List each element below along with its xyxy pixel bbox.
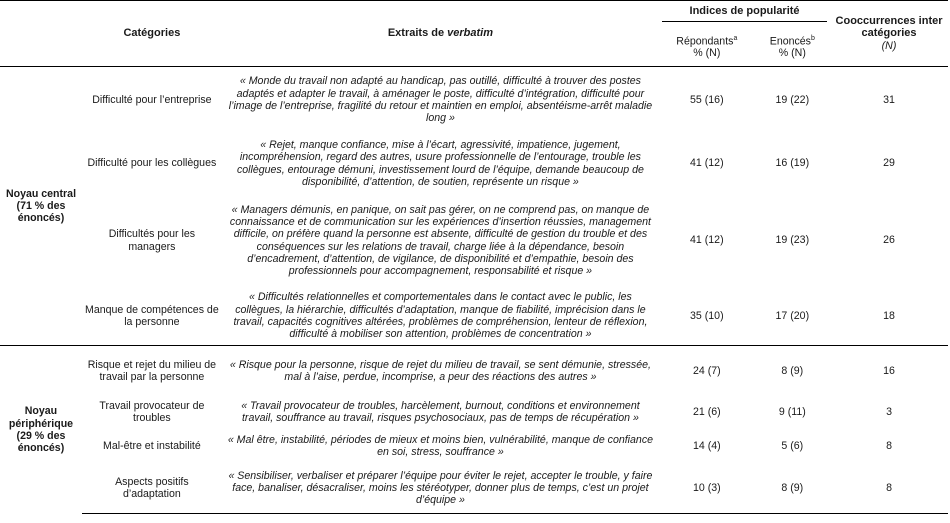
category-cell: Difficulté pour les collègues (87, 157, 217, 170)
table-row (0, 287, 948, 346)
category-cell: Manque de compétences de la personne (85, 303, 219, 328)
category-cell: Difficulté pour l’entreprise (82, 67, 222, 133)
header-enonces-sup: b (810, 34, 815, 42)
table-row (0, 429, 948, 464)
header-spacer (0, 1, 82, 67)
header-extraits (222, 1, 659, 67)
category-cell: Difficultés pour les managers (108, 228, 196, 253)
enonces-cell: 8 (9) (755, 464, 830, 514)
header-enonces (755, 26, 830, 67)
header-respondants-label: Répondants (676, 35, 734, 48)
header-extraits-prefix: Extraits de (387, 27, 448, 40)
enonces-cell: 16 (19) (775, 157, 810, 170)
header-respondants-pct: % (N) (693, 47, 721, 60)
verbatim-cell: « Travail provocateur de troubles, harcèlement, burnout, conditions et environnement travail, souffrance au travail, risques psychosociaux, pas de temps de récupération » (241, 399, 640, 424)
header-indices-label: Indices de popularité (662, 5, 827, 22)
verbatim-cell: « Difficultés relationnelles et comportementales dans le contact avec le public, les collègues, la hiérarchie, difficultés d’adaptation, manque de fiabilité, imprécision dans le travail, capacités cognitives altérées, problèmes de compréhension, lenteur de réflexion, difficulté à mobiliser son attention, problèmes de concentration » (233, 291, 648, 340)
cooc-cell: 26 (883, 234, 895, 247)
header-respondants-sup: a (733, 34, 738, 42)
respondants-cell: 55 (16) (659, 67, 755, 133)
enonces-cell: 5 (6) (781, 439, 804, 452)
respondants-cell: 14 (4) (692, 439, 721, 452)
cooc-cell: 29 (883, 157, 895, 170)
header-cooc (830, 1, 948, 67)
enonces-cell: 9 (11) (778, 405, 806, 418)
table-row (0, 67, 948, 133)
header-categories: Catégories (82, 1, 222, 67)
table-row (0, 396, 948, 429)
header-cooc-label: Cooccurrences inter catégories (835, 15, 943, 40)
header-respondants (659, 26, 755, 67)
header-extraits-em: verbatim (447, 27, 494, 40)
cooc-cell: 8 (830, 464, 948, 514)
verbatim-cell: « Monde du travail non adapté au handicap, pas outillé, difficulté à trouver des postes adaptés et adapter le travail, à aménager le poste, difficulté d’intégration, difficulté pour l’image de l’entreprise, fragilité du retour et maintien en emploi, absentéisme-arrêt maladie long » (222, 67, 659, 133)
table-row (0, 195, 948, 287)
enonces-cell: 17 (20) (775, 309, 810, 322)
cooc-cell: 3 (886, 405, 892, 418)
header-indices (659, 1, 830, 27)
cooc-cell: 16 (830, 346, 948, 396)
verbatim-cell: « Rejet, manque confiance, mise à l’écart, agressivité, impatience, jugement, incompréhension, regard des autres, usure professionnelle de l’entourage, trouble les collègues, entourage démuni, investissement lourd de l’équipe, demande beaucoup de disponibilité, d’attention, de soutien, représente un risque » (236, 139, 644, 188)
respondants-cell: 41 (12) (690, 234, 724, 247)
table-row (0, 133, 948, 195)
verbatim-cell: « Managers démunis, en panique, on sait pas gérer, on ne comprend pas, on manque de connaissance et de communication sur les expériences d’insertion réussies, management difficile, on préfère quand la personne est absente, difficulté de gestion du trouble et des conséquences sur les relations de travail, charge liée à la dépendance, besoin d’encadrement, d’attention, de vigilance, de disponibilité et d’empathie, besoin des professionnels pour accompagnement, responsabilité et risque » (229, 203, 651, 277)
verbatim-cell: « Mal être, instabilité, périodes de mieux et moins bien, vulnérabilité, manque de confiance en soi, stress, souffrance » (227, 433, 654, 458)
respondants-cell: 24 (7) (659, 346, 755, 396)
header-enonces-pct: % (N) (778, 47, 806, 60)
enonces-cell: 19 (23) (775, 234, 810, 247)
cooc-cell: 18 (883, 309, 895, 322)
header-enonces-label: Enoncés (769, 35, 811, 48)
enonces-cell: 8 (9) (755, 346, 830, 396)
header-cooc-n: (N) (881, 39, 897, 52)
enonces-cell: 19 (22) (755, 67, 830, 133)
verbatim-cell: « Sensibiliser, verbaliser et préparer l’équipe pour éviter le rejet, accepter le trouble, y faire face, banaliser, désacraliser, moins les stéréotyper, donner plus de temps, c’est un projet d’équipe » (222, 464, 659, 514)
table-row (0, 464, 948, 514)
cooc-cell: 8 (886, 439, 892, 452)
respondants-cell: 21 (6) (692, 405, 721, 418)
respondants-cell: 35 (10) (690, 309, 724, 322)
verbatim-cell: « Risque pour la personne, risque de rejet du milieu de travail, se sent démunie, stressée, mal à l’aise, perdue, incomprise, a peur des réactions des autres » (222, 346, 659, 396)
category-cell: Mal-être et instabilité (103, 439, 201, 452)
table-row (0, 346, 948, 396)
group-label-peripherique: Noyau périphérique (29 % des énoncés) (0, 346, 82, 514)
respondants-cell: 41 (12) (690, 157, 724, 170)
category-cell: Travail provocateur de troubles (99, 399, 205, 424)
category-cell: Risque et rejet du milieu de travail par la personne (82, 346, 222, 396)
cooc-cell: 31 (830, 67, 948, 133)
category-cell: Aspects positifs d’adaptation (82, 464, 222, 514)
group-label-central: Noyau central (71 % des énoncés) (0, 67, 82, 346)
respondants-cell: 10 (3) (659, 464, 755, 514)
